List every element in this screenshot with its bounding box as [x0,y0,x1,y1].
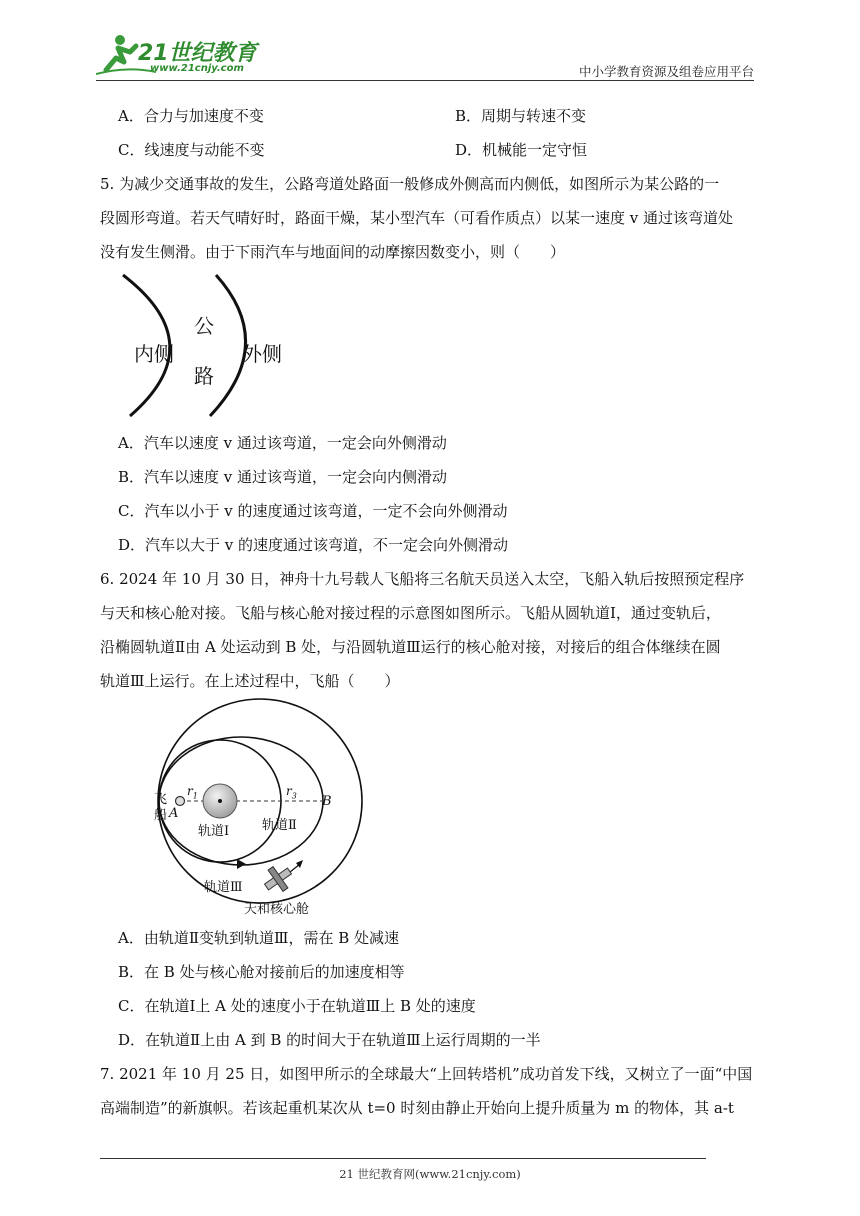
q7-stem-line-1: 7. 2021 年 10 月 25 日，如图甲所示的全球最大“上回转塔机”成功首发下线，又树立了一面“中国 [100,1065,753,1083]
site-tagline: 中小学教育资源及组卷应用平台 [578,64,754,79]
q6-stem-line-1: 6. 2024 年 10 月 30 日，神舟十九号载人飞船将三名航天员送入太空，飞船入轨后按照预定程序 [100,570,745,588]
outer-side-label: 外侧 [242,342,282,366]
q5-stem-line-2: 段圆形弯道。若天气晴好时，路面干燥，某小型汽车（可看作质点）以某一速度 v 通过该弯道处 [100,209,734,227]
q5-stem-line-1: 5. 为减少交通事故的发生，公路弯道处路面一般修成外侧高而内侧低，如图所示为某公路的一 [100,175,720,193]
q6-stem-line-4: 轨道Ⅲ上运行。在上述过程中，飞船（ ） [100,672,400,690]
orbit-2-arrow-icon [237,859,246,869]
inner-side-label: 内侧 [134,342,174,366]
orbit-3-label: 轨道Ⅲ [204,880,243,895]
road-char-1: 公 [194,314,214,338]
orbit-2-label: 轨道Ⅱ [262,818,297,833]
q4-option-a: A．合力与加速度不变 [118,107,264,125]
point-b-label: B [322,794,332,809]
footer-divider [100,1158,706,1159]
ship-label-1: 飞 [154,792,168,807]
r1-label: $r_1$ [187,784,198,801]
ship-label-2: 船 [154,808,168,823]
orbit-1-label: 轨道Ⅰ [198,824,230,839]
q6-option-d: D．在轨道Ⅱ上由 A 到 B 的时间大于在轨道Ⅲ上运行周期的一半 [118,1031,541,1049]
q6-orbit-figure [140,698,390,920]
q6-option-c: C．在轨道Ⅰ上 A 处的速度小于在轨道Ⅲ上 B 处的速度 [118,997,476,1015]
q5-stem-line-3: 没有发生侧滑。由于下雨汽车与地面间的动摩擦因数变小，则（ ） [100,243,566,261]
outer-curve [210,275,246,416]
q5-option-b: B．汽车以速度 v 通过该弯道，一定会向内侧滑动 [118,468,448,486]
q5-option-a: A．汽车以速度 v 通过该弯道，一定会向外侧滑动 [118,434,447,452]
q6-option-a: A．由轨道Ⅱ变轨到轨道Ⅲ，需在 B 处减速 [118,929,400,947]
q5-option-c: C．汽车以小于 v 的速度通过该弯道，一定不会向外侧滑动 [118,502,508,520]
q5-road-figure [118,272,318,420]
footer-text: 21 世纪教育网(www.21cnjy.com) [339,1167,521,1181]
q4-option-b: B．周期与转速不变 [455,107,587,125]
road-char-2: 路 [194,364,214,388]
q5-option-d: D．汽车以大于 v 的速度通过该弯道，不一定会向外侧滑动 [118,536,509,554]
q6-stem-line-3: 沿椭圆轨道Ⅱ由 A 处运动到 B 处，与沿圆轨道Ⅲ运行的核心舱对接，对接后的组合体继续在圆 [100,638,721,656]
q6-option-b: B．在 B 处与核心舱对接前后的加速度相等 [118,963,405,981]
station-label: 天和核心舱 [244,902,310,917]
q4-option-d: D．机械能一定守恒 [455,141,588,159]
r3-label: $r_3$ [286,784,297,801]
q7-stem-line-2: 高端制造”的新旗帜。若该起重机某次从 t=0 时刻由静止开始向上提升质量为 m 的物体，其 a-t [100,1099,734,1117]
q4-option-c: C．线速度与动能不变 [118,141,265,159]
point-a-label: A [169,806,179,821]
space-station-icon [259,860,297,897]
header-divider [96,80,754,81]
q6-stem-line-2: 与天和核心舱对接。飞船与核心舱对接过程的示意图如图所示。飞船从圆轨道Ⅰ，通过变轨后， [100,604,721,622]
logo-url: www.21cnjy.com [150,63,244,74]
spaceship-icon [176,797,185,806]
logo-text: 21世纪教育 [138,41,257,66]
